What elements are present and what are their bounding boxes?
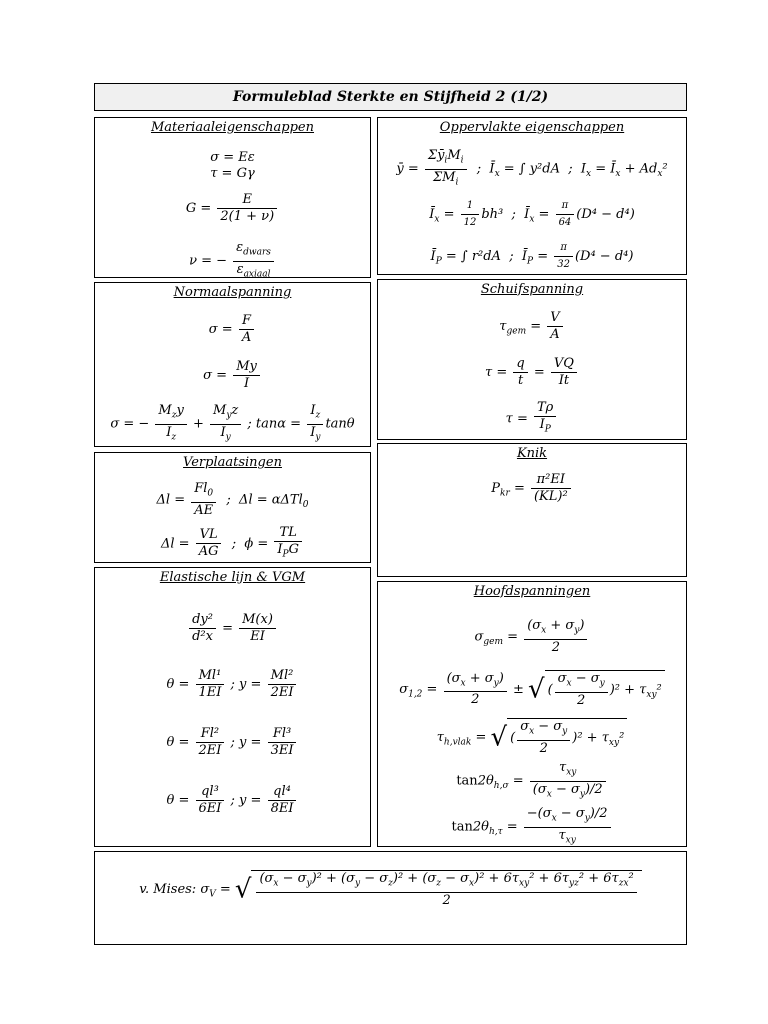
formula-sigma-e: σ = Eε xyxy=(210,150,255,165)
section-verplaatsingen xyxy=(94,452,371,563)
section-oppervlakte xyxy=(377,117,687,275)
formula-tau-gem: $\tau_{gem}$ = $\frac{V}{A}$ xyxy=(378,310,686,343)
formula-sigma-my: σ = $\frac{My}{I}$ xyxy=(95,359,370,392)
sheet-title: Formuleblad Sterkte en Stijfheid 2 (1/2) xyxy=(94,83,687,111)
section-title-knik: Knik xyxy=(516,446,548,461)
section-title-normaal: Normaalspanning xyxy=(173,285,292,300)
formula-moment-case: θ = $\frac{\text{Ml¹}}{1EI}$ ; y = $\frac{\text{Ml²}}{2EI}$ xyxy=(95,668,370,701)
section-title-materiaal: Materiaaleigenschappen xyxy=(150,120,315,135)
formula-tau-q: τ = $\frac{q}{t}$ = $\frac{VQ}{It}$ xyxy=(378,356,686,389)
section-elastische xyxy=(94,567,371,847)
formula-nu: ν = − $\frac{\varepsilon_{dwars}}{\varepsilon_{axiaal}}$ xyxy=(95,240,370,282)
formula-point-load-case: θ = $\frac{\text{Fl²}}{2EI}$ ; y = $\frac{\text{Fl³}}{3EI}$ xyxy=(95,726,370,759)
section-title-oppervlakte: Oppervlakte eigenschappen xyxy=(439,120,625,135)
section-title-verplaatsingen: Verplaatsingen xyxy=(183,455,282,470)
formula-centroid: ȳ = $\frac{\Sigma ȳ_iM_i}{\Sigma M_i}$ ; $Ī_x$ = ∫ y²dA ; $I_x$ = $Ī_x + Ad_x^2$ xyxy=(396,148,668,188)
formula-g: G = $\frac{E}{2(1 + \nu)}$ xyxy=(95,192,370,225)
formula-angle-sigma: $\tan 2\theta_{h,\sigma}$ = $\frac{\tau_{xy}}{(\sigma_x - \sigma_y)/2}$ xyxy=(378,760,686,802)
formula-tau-torsion: τ = $\frac{T\rho}{I_P}$ xyxy=(378,400,686,438)
formula-tau-max: $\tau_{h,vlak}$ = √ ( $\frac{\sigma_x - \sigma_y}{2}$ )$^2 + \tau_{xy}^2$ xyxy=(378,718,686,757)
section-schuif xyxy=(377,279,687,440)
formula-euler: $P_{kr}$ = $\frac{\text{π²EI}}{\text{(KL)²}}$ xyxy=(378,472,686,505)
formula-angle-tau: $\tan 2\theta_{h,\tau}$ = $\frac{-(\sigma_x - \sigma_y)/2}{\tau_{xy}}$ xyxy=(378,806,686,848)
formula-von-mises: v. Mises: $\sigma_V$ = √ $\frac{(\sigma_x - \sigma_y)^2 + (\sigma_y - \sigma_z)^2 + (\sigma_z - \sigma_x)^2 + 6\tau_{xy}^2 + 6\tau_{yz}^2 + 6\tau_{zx}^2}{2}$ xyxy=(95,870,686,909)
section-title-hoofd: Hoofdspanningen xyxy=(473,584,591,599)
section-mises xyxy=(94,851,687,945)
formula-tau-g: τ = Gγ xyxy=(210,166,255,181)
formula-deflection-ode: $\frac{\text{dy²}}{\text{d²x}}$ = $\frac{M(x)}{EI}$ xyxy=(95,612,370,645)
formula-polar: $Ī_P$ = ∫ r²dA ; $Ī_P$ = $\frac{\pi}{32}$ (D⁴ − d⁴) xyxy=(430,242,634,270)
formula-sigma-gem: $\sigma_{gem}$ = $\frac{(\sigma_x + \sigma_y)}{2}$ xyxy=(378,618,686,656)
section-title-elastische: Elastische lijn & VGM xyxy=(159,570,306,585)
section-knik xyxy=(377,443,687,577)
section-title-schuif: Schuifspanning xyxy=(480,282,584,297)
mises-label: v. Mises: xyxy=(139,881,197,897)
formula-distributed-load-case: θ = $\frac{\text{ql³}}{6EI}$ ; y = $\frac{\text{ql⁴}}{8EI}$ xyxy=(95,784,370,817)
tan-label: tan xyxy=(451,819,473,835)
formula-principal-stress: $\sigma_{1,2}$ = $\frac{(\sigma_x + \sigma_y)}{2}$ ± √ ( $\frac{\sigma_x - \sigma_y}{2}$ )$^2 + \tau_{xy}^2$ xyxy=(378,670,686,709)
formula-sigma-fa: σ = $\frac{F}{A}$ xyxy=(95,313,370,346)
formula-inertia-rect: $Ī_x$ = $\frac{1}{12}$ bh³ ; $Ī_x$ = $\frac{\pi}{64}$ (D⁴ − d⁴) xyxy=(429,200,635,228)
section-normaal xyxy=(94,282,371,447)
section-materiaal xyxy=(94,117,371,278)
tan-label: tan xyxy=(456,773,478,789)
formula-sigma-biaxial: σ = − $\frac{M_zy}{I_z}$ + $\frac{M_yz}{I_y}$ ; tanα = $\frac{I_z}{I_y}$ tanθ xyxy=(110,403,355,443)
formula-shear-torsion: Δl = $\frac{VL}{AG}$ ; ϕ = $\frac{TL}{I_PG}$ xyxy=(95,525,370,563)
formula-elongation: Δl = $\frac{Fl_0}{AE}$ ; Δl = αΔTl$_0$ xyxy=(156,481,309,518)
section-hoofd xyxy=(377,581,687,847)
